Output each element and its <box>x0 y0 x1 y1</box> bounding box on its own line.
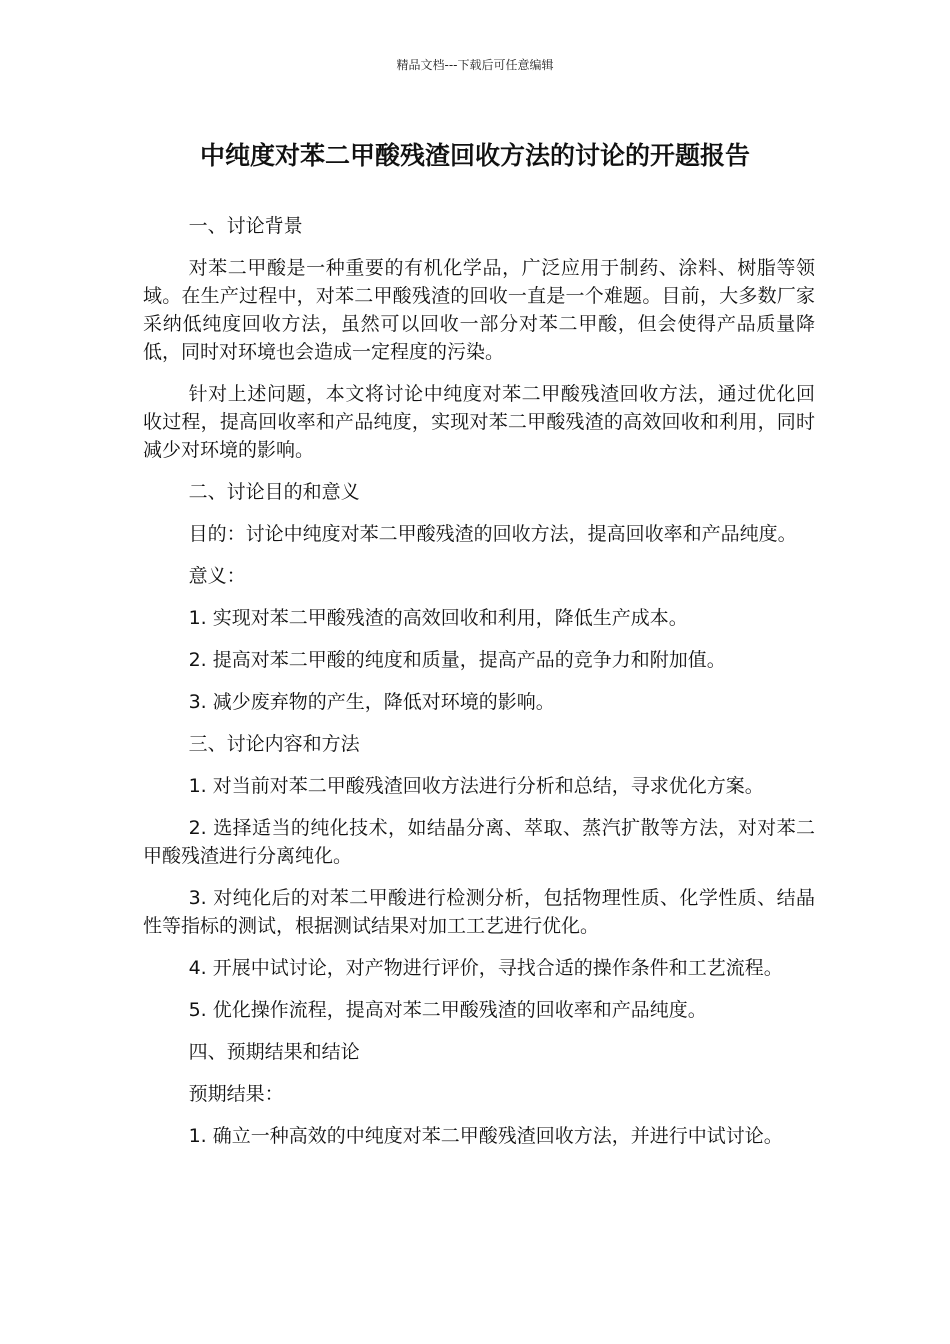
expected-results-label: 预期结果： <box>188 1083 284 1105</box>
significance-label: 意义： <box>188 565 246 587</box>
method-item-5: 5. 优化操作流程，提高对苯二甲酸残渣的回收率和产品纯度。 <box>188 999 707 1021</box>
method-item-3: 3. 对纯化后的对苯二甲酸进行检测分析，包括物理性质、化学性质、结晶性等指标的测试，根据测试结果对加工工艺进行优化。 <box>143 887 815 937</box>
significance-item-1: 1. 实现对苯二甲酸残渣的高效回收和利用，降低生产成本。 <box>188 607 688 629</box>
significance-item-2: 2. 提高对苯二甲酸的纯度和质量，提高产品的竞争力和附加值。 <box>188 649 726 671</box>
header-note: 精品文档---下载后可任意编辑 <box>396 58 554 72</box>
purpose-paragraph: 目的：讨论中纯度对苯二甲酸残渣的回收方法，提高回收率和产品纯度。 <box>188 523 797 545</box>
background-paragraph-1: 对苯二甲酸是一种重要的有机化学品，广泛应用于制药、涂料、树脂等领域。在生产过程中，对苯二甲酸残渣的回收一直是一个难题。目前，大多数厂家采纳低纯度回收方法，虽然可以回收一部分对苯二甲酸，但会使得产品质量降低，同时对环境也会造成一定程度的污染。 <box>143 257 815 363</box>
section-heading-expected-results: 四、预期结果和结论 <box>188 1041 360 1063</box>
background-paragraph-2: 针对上述问题，本文将讨论中纯度对苯二甲酸残渣回收方法，通过优化回收过程，提高回收率和产品纯度，实现对苯二甲酸残渣的高效回收和利用，同时减少对环境的影响。 <box>143 383 815 461</box>
method-item-1: 1. 对当前对苯二甲酸残渣回收方法进行分析和总结，寻求优化方案。 <box>188 775 764 797</box>
method-item-2: 2. 选择适当的纯化技术，如结晶分离、萃取、蒸汽扩散等方法，对对苯二甲酸残渣进行分离纯化。 <box>143 817 815 867</box>
document-title: 中纯度对苯二甲酸残渣回收方法的讨论的开题报告 <box>199 141 750 170</box>
section-heading-background: 一、讨论背景 <box>188 215 303 237</box>
significance-item-3: 3. 减少废弃物的产生，降低对环境的影响。 <box>188 691 555 713</box>
section-heading-content-methods: 三、讨论内容和方法 <box>188 733 360 755</box>
method-item-4: 4. 开展中试讨论，对产物进行评价，寻找合适的操作条件和工艺流程。 <box>188 957 783 979</box>
expected-result-item-1: 1. 确立一种高效的中纯度对苯二甲酸残渣回收方法，并进行中试讨论。 <box>188 1125 783 1147</box>
document-body <box>143 212 815 1150</box>
section-heading-purpose: 二、讨论目的和意义 <box>188 481 360 503</box>
